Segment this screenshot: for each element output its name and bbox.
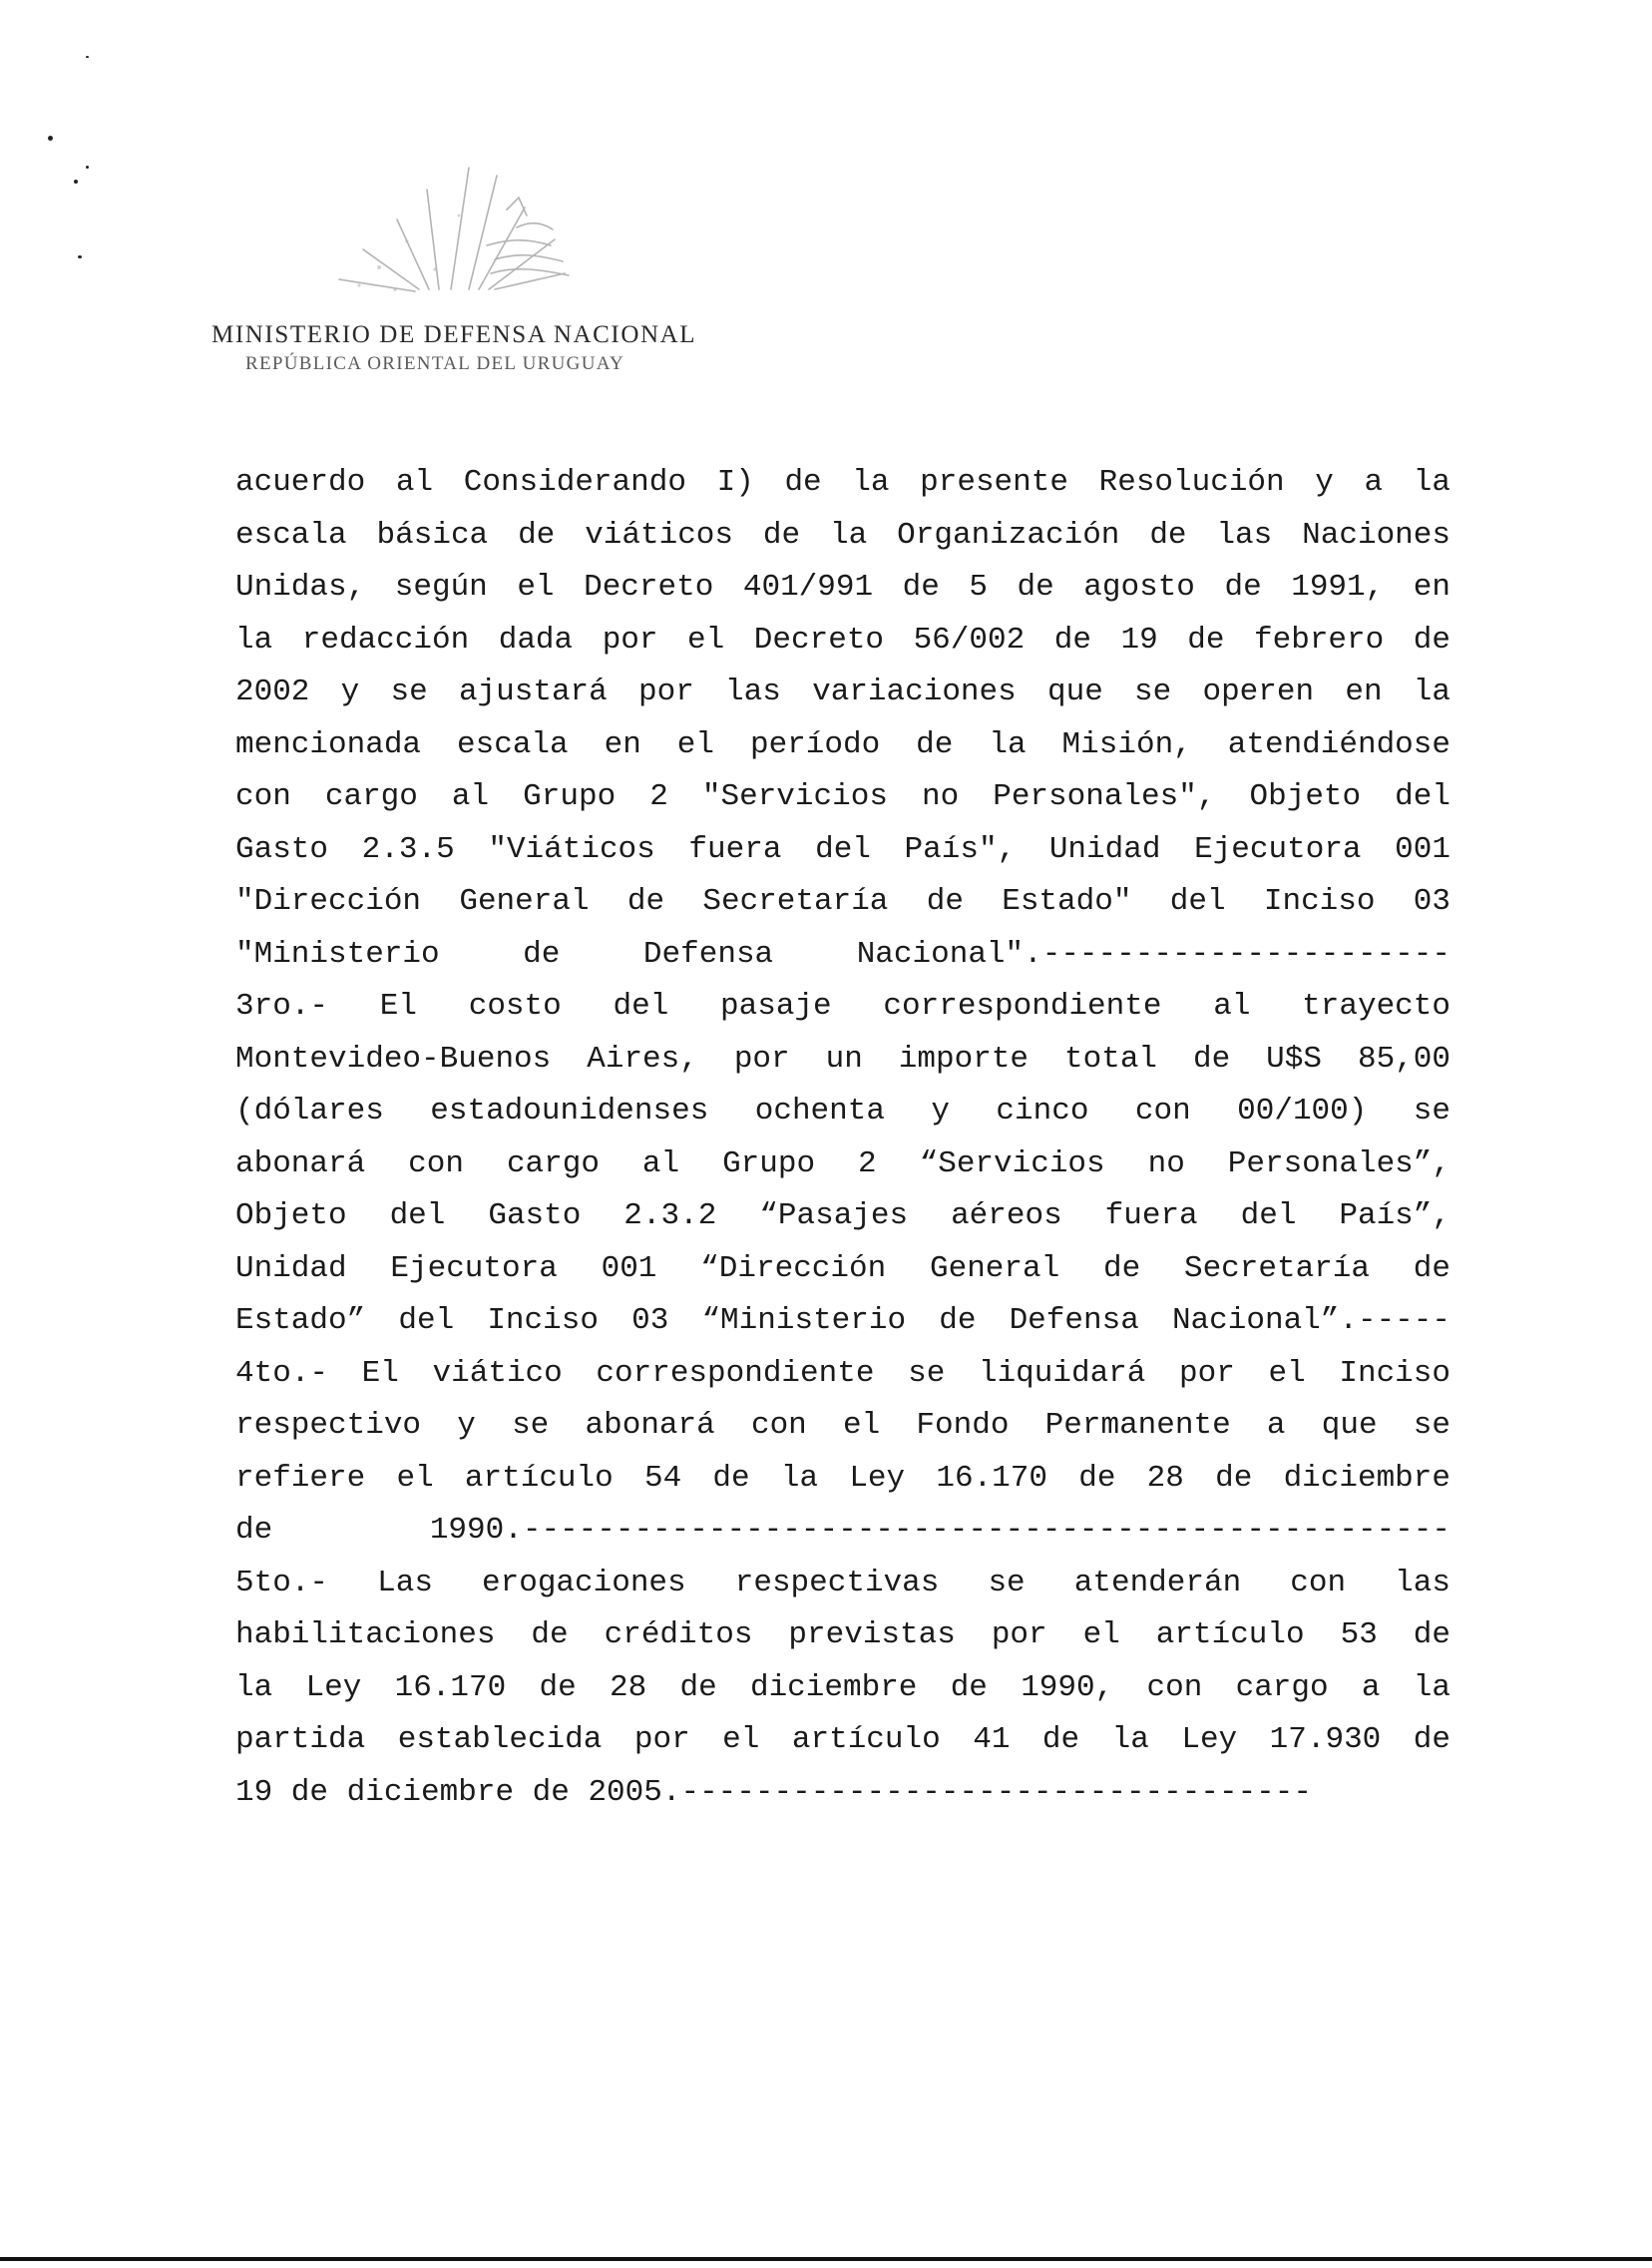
body-line: 5to.- Las erogaciones respectivas se atenderán con las [235,1565,1450,1600]
body-line: refiere el artículo 54 de la Ley 16.170 de 28 de diciembre [235,1460,1450,1496]
body-line: respectivo y se abonará con el Fondo Permanente a que se [235,1408,1450,1443]
body-line: mencionada escala en el período de la Misión, atendiéndose [235,726,1450,762]
body-line: "Ministerio de Defensa Nacional".---------------------- [235,936,1450,972]
sun-of-may-emblem-icon [319,150,589,299]
body-line: habilitaciones de créditos previstas por el artículo 53 de [235,1617,1450,1652]
body-line: la Ley 16.170 de 28 de diciembre de 1990, con cargo a la [235,1669,1450,1705]
body-line: 2002 y se ajustará por las variaciones que se operen en la [235,675,1450,709]
body-line: acuerdo al Considerando I) de la presente Resolución y a la [235,465,1450,500]
letterhead [211,321,730,375]
scan-speck [86,166,89,169]
resolution-body [235,457,1450,1819]
scan-speck [48,136,53,141]
scan-speck [86,56,89,58]
body-line: Unidad Ejecutora 001 “Dirección General de Secretaría de [235,1250,1450,1286]
body-line: (dólares estadounidenses ochenta y cinco con 00/100) se [235,1094,1450,1129]
scan-speck [74,180,78,184]
body-line: Estado” del Inciso 03 “Ministerio de Defensa Nacional”.----- [235,1303,1450,1338]
scan-speck [78,255,82,258]
body-line: Objeto del Gasto 2.3.2 “Pasajes aéreos fuera del País”, [235,1198,1450,1233]
ministry-name: MINISTERIO DE DEFENSA NACIONAL [211,321,697,348]
body-line: "Dirección General de Secretaría de Estado" del Inciso 03 [235,884,1450,919]
body-line: 4to.- El viático correspondiente se liquidará por el Inciso [235,1355,1450,1391]
body-line: la redacción dada por el Decreto 56/002 de 19 de febrero de [235,622,1450,658]
body-line: 19 de diciembre de 2005.---------------------------------- [235,1774,1312,1810]
body-line: Unidas, según el Decreto 401/991 de 5 de agosto de 1991, en [235,570,1450,605]
body-line: abonará con cargo al Grupo 2 “Servicios no Personales”, [235,1145,1450,1181]
body-line: de 1990.-------------------------------------------------- [235,1513,1450,1548]
body-line: escala básica de viáticos de la Organización de las Naciones [235,517,1450,553]
page-bottom-rule [0,2257,1652,2261]
body-line: con cargo al Grupo 2 "Servicios no Personales", Objeto del [235,779,1450,814]
body-line: Gasto 2.3.5 "Viáticos fuera del País", Unidad Ejecutora 001 [235,831,1450,867]
body-line: partida establecida por el artículo 41 de la Ley 17.930 de [235,1722,1450,1757]
body-line: 3ro.- El costo del pasaje correspondiente al trayecto [235,989,1450,1024]
body-line: Montevideo-Buenos Aires, por un importe total de U$S 85,00 [235,1041,1450,1077]
republic-name: REPÚBLICA ORIENTAL DEL URUGUAY [245,353,625,374]
